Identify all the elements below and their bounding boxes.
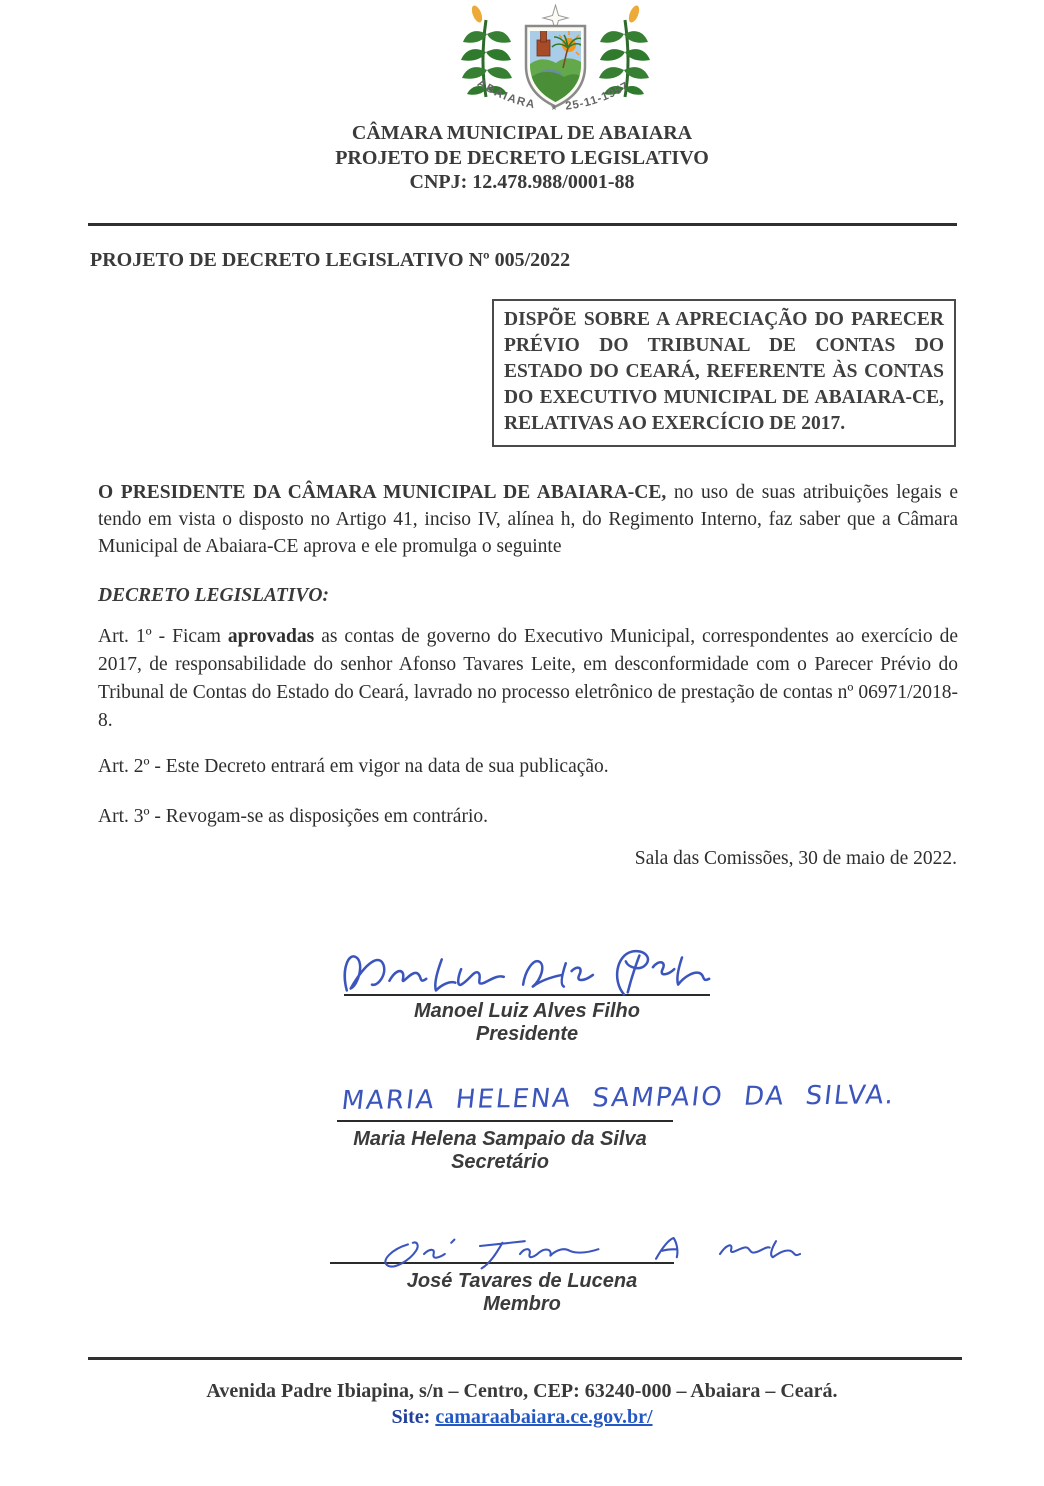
doc-type: PROJETO DE DECRETO LEGISLATIVO bbox=[335, 146, 709, 169]
coat-of-arms-icon bbox=[443, 4, 668, 122]
footer-address: Avenida Padre Ibiapina, s/n – Centro, CEP: 63240-000 – Abaiara – Ceará. bbox=[206, 1380, 838, 1402]
article-1-prefix: Art. 1º - Ficam bbox=[98, 626, 228, 647]
preamble-rest: no uso de suas atribuições legais e tendo em vista o disposto no Artigo 41, inciso IV, alínea h, do Regimento Interno, faz saber que a Câmara Municipal de Abaiara-CE aprova e ele promulga o seguinte bbox=[98, 482, 958, 557]
preamble-bold: O PRESIDENTE DA CÂMARA MUNICIPAL DE ABAIARA-CE, bbox=[98, 482, 667, 503]
signature-block-membro bbox=[322, 1222, 722, 1316]
crest-motto-left: ABAIARA bbox=[475, 77, 537, 112]
signer-name: José Tavares de Lucena bbox=[406, 1270, 638, 1292]
dateline: Sala das Comissões, 30 de maio de 2022. bbox=[634, 848, 957, 869]
letterhead bbox=[0, 121, 1044, 195]
signature-block-presidente bbox=[322, 942, 732, 1046]
cnpj: CNPJ: 12.478.988/0001-88 bbox=[409, 171, 635, 193]
article-1-rest: as contas de governo do Executivo Municipal, correspondentes ao exercício de 2017, de responsabilidade do senhor Afonso Tavares Leite, em desconformidade com o Parecer Prévio do Tribunal de Contas do Estado do Ceará, lavrado no processo eletrônico de prestação de contas nº 06971/2018-8. bbox=[98, 626, 958, 731]
signature-line bbox=[330, 1262, 674, 1264]
signature-line bbox=[337, 1120, 673, 1122]
signer-name: Manoel Luiz Alves Filho bbox=[414, 1000, 640, 1022]
article-1 bbox=[98, 623, 958, 735]
article-3: Art. 3º - Revogam-se as disposições em contrário. bbox=[98, 806, 488, 827]
site-link[interactable]: camaraabaiara.ce.gov.br/ bbox=[435, 1406, 653, 1428]
signature-line bbox=[344, 994, 710, 996]
article-1-bold: aprovadas bbox=[227, 626, 315, 647]
decree-heading: DECRETO LEGISLATIVO: bbox=[98, 585, 329, 606]
signer-role: Presidente bbox=[475, 1023, 579, 1045]
summary-box: DISPÕE SOBRE A APRECIAÇÃO DO PARECER PRÉVIO DO TRIBUNAL DE CONTAS DO ESTADO DO CEARÁ, REFERENTE ÀS CONTAS DO EXECUTIVO MUNICIPAL DE ABAIARA-CE, RELATIVAS AO EXERCÍCIO DE 2017. bbox=[492, 299, 956, 447]
document-title: PROJETO DE DECRETO LEGISLATIVO Nº 005/2022 bbox=[90, 249, 571, 271]
signer-role: Secretário bbox=[451, 1151, 549, 1173]
footer-site-line bbox=[0, 1406, 1044, 1429]
signature-handwriting-secretario: MARIA HELENA SAMPAIO DA SILVA. bbox=[340, 1080, 897, 1116]
article-2: Art. 2º - Este Decreto entrará em vigor na data de sua publicação. bbox=[98, 756, 609, 777]
header-divider bbox=[88, 223, 957, 226]
crest-bottom-star-icon: ★ bbox=[550, 102, 558, 113]
signer-name: Maria Helena Sampaio da Silva bbox=[353, 1128, 647, 1150]
crest-motto-right: 25-11-1957 bbox=[564, 80, 632, 113]
signer-role: Membro bbox=[483, 1293, 561, 1315]
abaiara-coat-of-arms bbox=[443, 4, 668, 122]
org-name: CÂMARA MUNICIPAL DE ABAIARA bbox=[351, 122, 693, 144]
preamble-paragraph bbox=[98, 479, 958, 560]
footer-divider bbox=[88, 1357, 962, 1360]
hill-front bbox=[530, 72, 581, 103]
signature-block-secretario bbox=[300, 1080, 900, 1174]
site-label: Site: bbox=[391, 1406, 431, 1428]
svg-text:★ bbox=[550, 103, 557, 112]
